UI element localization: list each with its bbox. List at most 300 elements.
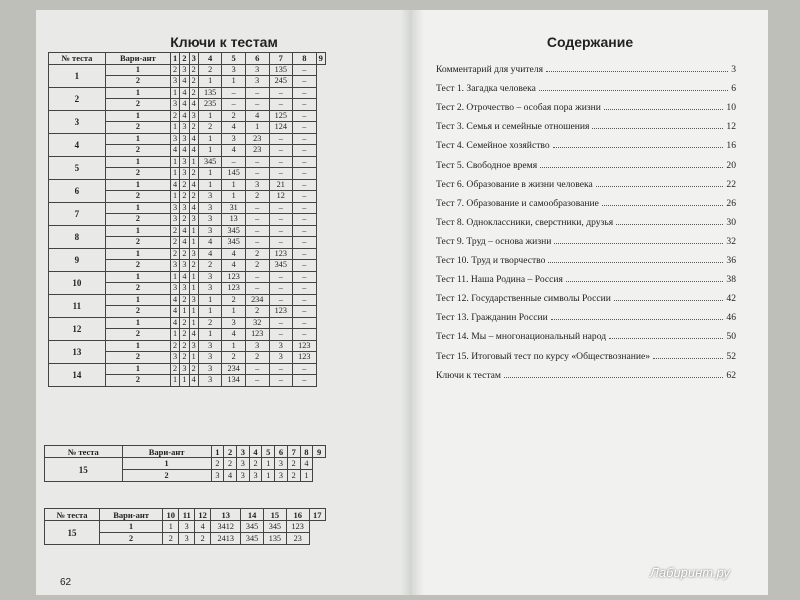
header-cell: 4 xyxy=(249,446,262,458)
answer-cell: – xyxy=(269,363,293,375)
toc-entry-title: Тест 14. Мы – многонациональный народ xyxy=(436,331,607,343)
answer-cell: 2 xyxy=(170,64,179,76)
answer-cell: 2 xyxy=(170,248,179,260)
answer-cell: – xyxy=(269,271,293,283)
answer-cell: 123 xyxy=(269,248,293,260)
answer-cell: 4 xyxy=(170,306,179,318)
variant-cell: 1 xyxy=(105,271,170,283)
toc-leader-dots xyxy=(566,281,723,282)
variant-cell: 2 xyxy=(105,122,170,134)
toc-leader-dots xyxy=(548,262,723,263)
header-cell: № теста xyxy=(45,446,123,458)
answer-cell: 2 xyxy=(180,294,189,306)
answer-cell: 4 xyxy=(189,99,198,111)
header-cell: 5 xyxy=(222,53,246,65)
answer-cell: 4 xyxy=(170,145,179,157)
answer-cell: 145 xyxy=(222,168,246,180)
answer-cell: – xyxy=(293,375,317,387)
answer-cell: 3 xyxy=(275,470,288,482)
answer-cell: – xyxy=(269,168,293,180)
variant-cell: 1 xyxy=(105,110,170,122)
variant-cell: 1 xyxy=(105,202,170,214)
answer-cell: 3 xyxy=(180,202,189,214)
header-cell: 1 xyxy=(211,446,224,458)
answer-cell: 2 xyxy=(245,306,269,318)
answer-cell: 1 xyxy=(222,76,246,88)
answer-cell: 4 xyxy=(180,271,189,283)
answer-cell: 4 xyxy=(189,145,198,157)
answer-cell: 3 xyxy=(170,202,179,214)
test-number-cell: 13 xyxy=(49,340,106,363)
toc-entry xyxy=(436,113,736,132)
test-number-cell: 1 xyxy=(49,64,106,87)
answer-cell: 3 xyxy=(198,363,222,375)
answer-cell: 1 xyxy=(189,352,198,364)
header-cell: 1 xyxy=(170,53,179,65)
answer-cell: 1 xyxy=(170,168,179,180)
variant-cell: 2 xyxy=(105,329,170,341)
test-number-cell: 4 xyxy=(49,133,106,156)
answer-cell: 2 xyxy=(245,352,269,364)
answer-cell: 1 xyxy=(222,306,246,318)
answer-cell: 1 xyxy=(180,375,189,387)
answer-cell: 4 xyxy=(189,375,198,387)
answer-cell: 1 xyxy=(262,458,275,470)
answer-cell: 13 xyxy=(222,214,246,226)
header-cell: 5 xyxy=(262,446,275,458)
table-header-row xyxy=(49,53,326,65)
answer-cell: 2 xyxy=(180,329,189,341)
answer-cell: – xyxy=(269,329,293,341)
answer-cell: 3 xyxy=(180,64,189,76)
answer-cell: – xyxy=(293,225,317,237)
toc-entry-title: Тест 11. Наша Родина – Россия xyxy=(436,274,563,286)
answer-cell: – xyxy=(269,317,293,329)
answer-cell: – xyxy=(293,363,317,375)
answer-cell: – xyxy=(245,99,269,111)
answer-cell: 2 xyxy=(189,87,198,99)
toc-leader-dots xyxy=(653,358,723,359)
answer-cell: 3 xyxy=(245,340,269,352)
answer-cell: 4 xyxy=(222,248,246,260)
toc-entry-page: 22 xyxy=(726,178,736,190)
answer-key-table-test15-part1 xyxy=(44,445,326,482)
answer-cell: 3 xyxy=(179,533,195,545)
header-cell: 12 xyxy=(194,509,210,521)
answer-cell: – xyxy=(222,87,246,99)
table-row xyxy=(49,110,326,122)
table-row xyxy=(49,156,326,168)
answer-cell: – xyxy=(293,306,317,318)
answer-cell: 4 xyxy=(180,110,189,122)
toc-entry xyxy=(436,190,736,209)
contents-title: Содержание xyxy=(546,34,634,50)
answer-cell: 345 xyxy=(198,156,222,168)
answer-cell: 3 xyxy=(189,110,198,122)
answer-cell: 1 xyxy=(198,168,222,180)
toc-entry-page: 30 xyxy=(726,216,736,228)
answer-cell: – xyxy=(269,99,293,111)
answer-cell: 3 xyxy=(180,283,189,295)
toc-entry xyxy=(436,285,736,304)
answer-cell: 3 xyxy=(198,271,222,283)
variant-cell: 2 xyxy=(105,168,170,180)
answer-cell: 2 xyxy=(180,191,189,203)
toc-entry-page: 50 xyxy=(726,331,736,343)
answer-cell: 4 xyxy=(180,237,189,249)
page-number: 62 xyxy=(60,577,72,588)
answer-cell: 3 xyxy=(179,521,195,533)
answer-cell: 2 xyxy=(170,225,179,237)
answer-cell: 345 xyxy=(241,521,264,533)
answer-cell: 2 xyxy=(170,340,179,352)
toc-leader-dots xyxy=(592,128,723,129)
answer-cell: 234 xyxy=(245,294,269,306)
toc-entry-title: Тест 13. Гражданин России xyxy=(436,312,548,324)
answer-cell: 1 xyxy=(198,329,222,341)
header-cell: 2 xyxy=(180,53,189,65)
variant-cell: 2 xyxy=(105,145,170,157)
answer-cell: 3 xyxy=(170,76,179,88)
answer-cell: 3 xyxy=(236,470,249,482)
toc-leader-dots xyxy=(539,90,728,91)
answer-cell: – xyxy=(293,156,317,168)
answer-cell: 2 xyxy=(189,363,198,375)
answer-cell: 3 xyxy=(269,340,293,352)
answer-cell: 2 xyxy=(163,533,179,545)
variant-cell: 1 xyxy=(105,248,170,260)
toc-entry-page: 62 xyxy=(726,369,736,381)
answer-cell: 3 xyxy=(189,294,198,306)
header-cell: 3 xyxy=(236,446,249,458)
toc-entry-page: 32 xyxy=(726,235,736,247)
answer-cell: 125 xyxy=(269,110,293,122)
toc-entry-page: 42 xyxy=(726,293,736,305)
toc-entry-page: 26 xyxy=(726,197,736,209)
variant-cell: 1 xyxy=(100,521,163,533)
toc-entry xyxy=(436,94,736,113)
table-row xyxy=(49,225,326,237)
variant-cell: 1 xyxy=(105,340,170,352)
answer-cell: – xyxy=(222,156,246,168)
answer-cell: 4 xyxy=(300,458,313,470)
answer-cell: 3 xyxy=(180,260,189,272)
toc-entry-page: 6 xyxy=(731,83,736,95)
answer-cell: – xyxy=(293,145,317,157)
toc-entry-page: 10 xyxy=(726,102,736,114)
answer-cell: – xyxy=(269,214,293,226)
answer-cell: – xyxy=(245,237,269,249)
answer-cell: 4 xyxy=(224,470,237,482)
answer-cell: – xyxy=(269,225,293,237)
answer-cell: – xyxy=(245,363,269,375)
answer-cell: 23 xyxy=(245,133,269,145)
toc-entry xyxy=(436,342,736,361)
answer-cell: 123 xyxy=(286,521,309,533)
answer-cell: 2 xyxy=(180,214,189,226)
answer-cell: 3 xyxy=(189,248,198,260)
answer-cell: 1 xyxy=(170,156,179,168)
answer-cell: 4 xyxy=(170,179,179,191)
answer-cell: 2 xyxy=(245,260,269,272)
toc-entry-title: Тест 6. Образование в жизни человека xyxy=(436,178,593,190)
answer-cell: 2 xyxy=(180,179,189,191)
answer-cell: 1 xyxy=(163,521,179,533)
answer-cell: – xyxy=(293,248,317,260)
answer-cell: 1 xyxy=(180,306,189,318)
answer-cell: – xyxy=(269,133,293,145)
answer-cell: – xyxy=(293,260,317,272)
toc-entry-title: Тест 7. Образование и самообразование xyxy=(436,197,599,209)
answer-cell: 2 xyxy=(189,191,198,203)
answer-cell: 1 xyxy=(262,470,275,482)
variant-cell: 2 xyxy=(105,375,170,387)
toc-entry xyxy=(436,247,736,266)
answer-cell: 1 xyxy=(170,87,179,99)
answer-cell: 4 xyxy=(180,99,189,111)
answer-cell: 2 xyxy=(222,352,246,364)
answer-cell: 4 xyxy=(170,294,179,306)
answer-cell: 2 xyxy=(180,352,189,364)
toc-entry-page: 12 xyxy=(726,121,736,133)
answer-cell: 3 xyxy=(245,179,269,191)
answer-cell: 4 xyxy=(189,179,198,191)
answer-cell: 345 xyxy=(263,521,286,533)
answer-cell: 4 xyxy=(198,237,222,249)
toc-entry-page: 38 xyxy=(726,274,736,286)
answer-cell: 124 xyxy=(269,122,293,134)
answer-cell: 3 xyxy=(180,168,189,180)
variant-cell: 1 xyxy=(105,294,170,306)
answer-cell: 3 xyxy=(198,375,222,387)
answer-cell: 2 xyxy=(211,458,224,470)
table-row xyxy=(45,458,326,470)
answer-cell: 32 xyxy=(245,317,269,329)
answer-cell: – xyxy=(293,99,317,111)
answer-cell: 2 xyxy=(189,76,198,88)
answer-cell: 2 xyxy=(189,64,198,76)
toc-entry-title: Тест 9. Труд – основа жизни xyxy=(436,235,552,247)
answer-cell: 2 xyxy=(245,191,269,203)
answer-cell: 2 xyxy=(198,317,222,329)
answer-cell: – xyxy=(293,122,317,134)
answer-cell: – xyxy=(293,317,317,329)
answer-cell: 31 xyxy=(222,202,246,214)
test-number-cell: 3 xyxy=(49,110,106,133)
answer-cell: 3 xyxy=(198,214,222,226)
answer-cell: 2 xyxy=(287,470,300,482)
answer-cell: – xyxy=(293,294,317,306)
answer-cell: – xyxy=(293,329,317,341)
answer-cell: 3 xyxy=(189,214,198,226)
table-row xyxy=(45,521,326,533)
answer-cell: 2 xyxy=(194,533,210,545)
answer-cell: 1 xyxy=(170,271,179,283)
answer-cell: 1 xyxy=(222,340,246,352)
answer-cell: – xyxy=(269,145,293,157)
answer-cell: 3 xyxy=(222,317,246,329)
toc-entry-title: Тест 2. Отрочество – особая пора жизни xyxy=(436,102,601,114)
answer-cell: 3 xyxy=(211,470,224,482)
answer-cell: 3 xyxy=(180,363,189,375)
answer-cell: 1 xyxy=(189,317,198,329)
answer-key-table-main xyxy=(48,52,326,387)
answer-cell: 1 xyxy=(170,375,179,387)
toc-entry xyxy=(436,132,736,151)
answer-cell: 134 xyxy=(222,375,246,387)
answer-cell: 123 xyxy=(222,283,246,295)
toc-entry xyxy=(436,266,736,285)
answer-cell: – xyxy=(222,99,246,111)
answer-cell: 23 xyxy=(245,145,269,157)
toc-leader-dots xyxy=(609,338,723,339)
answer-cell: – xyxy=(245,202,269,214)
test-number-cell: 14 xyxy=(49,363,106,386)
answer-cell: – xyxy=(245,375,269,387)
header-cell: 15 xyxy=(263,509,286,521)
answer-cell: – xyxy=(293,179,317,191)
toc-entry xyxy=(436,209,736,228)
header-cell: 7 xyxy=(269,53,293,65)
answer-cell: 4 xyxy=(222,329,246,341)
answer-cell: 4 xyxy=(222,260,246,272)
test-number-cell: 11 xyxy=(49,294,106,317)
variant-cell: 1 xyxy=(122,458,211,470)
table-row xyxy=(49,202,326,214)
variant-cell: 2 xyxy=(105,191,170,203)
header-cell: 6 xyxy=(275,446,288,458)
header-cell: 4 xyxy=(198,53,222,65)
header-cell: Вари-ант xyxy=(100,509,163,521)
test-number-cell: 15 xyxy=(45,458,123,482)
variant-cell: 2 xyxy=(105,214,170,226)
answer-cell: – xyxy=(293,237,317,249)
toc-entry xyxy=(436,304,736,323)
answer-cell: 1 xyxy=(189,237,198,249)
table-row xyxy=(49,271,326,283)
answer-cell: – xyxy=(293,133,317,145)
answer-cell: 3 xyxy=(198,283,222,295)
table-row xyxy=(49,179,326,191)
answer-cell: 2 xyxy=(170,237,179,249)
answer-cell: 1 xyxy=(189,156,198,168)
variant-cell: 2 xyxy=(105,76,170,88)
answer-cell: 1 xyxy=(198,306,222,318)
variant-cell: 1 xyxy=(105,363,170,375)
answer-cell: 1 xyxy=(198,133,222,145)
answer-cell: – xyxy=(293,283,317,295)
answer-cell: 3 xyxy=(249,470,262,482)
toc-entry-title: Тест 1. Загадка человека xyxy=(436,83,536,95)
answer-cell: 3 xyxy=(198,352,222,364)
answer-cell: – xyxy=(293,64,317,76)
answer-cell: 4 xyxy=(180,76,189,88)
variant-cell: 2 xyxy=(105,306,170,318)
answer-cell: 2 xyxy=(189,122,198,134)
answer-cell: – xyxy=(269,375,293,387)
variant-cell: 2 xyxy=(105,260,170,272)
answer-cell: 3 xyxy=(269,352,293,364)
toc-entry xyxy=(436,151,736,170)
header-cell: № теста xyxy=(49,53,106,65)
toc-entry-page: 3 xyxy=(731,64,736,76)
variant-cell: 1 xyxy=(105,225,170,237)
table-of-contents xyxy=(436,56,736,381)
header-cell: 9 xyxy=(316,53,325,65)
toc-entry xyxy=(436,228,736,247)
answer-cell: 3 xyxy=(170,260,179,272)
answer-cell: – xyxy=(293,202,317,214)
toc-entry-page: 16 xyxy=(726,140,736,152)
toc-entry-page: 36 xyxy=(726,255,736,267)
header-cell: 14 xyxy=(241,509,264,521)
table-row xyxy=(49,133,326,145)
toc-entry xyxy=(436,323,736,342)
answer-cell: 245 xyxy=(269,76,293,88)
toc-entry-page: 46 xyxy=(726,312,736,324)
answer-cell: 4 xyxy=(180,225,189,237)
table-header-row xyxy=(45,446,326,458)
toc-entry-title: Тест 5. Свободное время xyxy=(436,159,538,171)
answer-cell: 1 xyxy=(198,76,222,88)
answer-cell: 2 xyxy=(249,458,262,470)
toc-leader-dots xyxy=(553,147,724,148)
answer-cell: – xyxy=(245,156,269,168)
answer-cell: 135 xyxy=(269,64,293,76)
header-cell: Вари-ант xyxy=(122,446,211,458)
answer-cell: 3 xyxy=(180,133,189,145)
right-page xyxy=(412,10,768,595)
answer-cell: 1 xyxy=(189,225,198,237)
answer-cell: 2 xyxy=(245,248,269,260)
answer-cell: – xyxy=(293,76,317,88)
variant-cell: 1 xyxy=(105,317,170,329)
header-cell: 8 xyxy=(293,53,317,65)
test-number-cell: 15 xyxy=(45,521,100,545)
answer-cell: 3 xyxy=(222,64,246,76)
toc-entry xyxy=(436,56,736,75)
answer-cell: 2 xyxy=(180,248,189,260)
variant-cell: 2 xyxy=(105,352,170,364)
watermark: Лабиринт.ру xyxy=(650,565,730,580)
answer-cell: 345 xyxy=(269,260,293,272)
answer-cell: 4 xyxy=(170,317,179,329)
answer-cell: 2 xyxy=(180,340,189,352)
answer-cell: 12 xyxy=(269,191,293,203)
answer-cell: 1 xyxy=(170,329,179,341)
answer-cell: 2 xyxy=(224,458,237,470)
toc-leader-dots xyxy=(554,243,723,244)
answer-cell: 23 xyxy=(286,533,309,545)
answer-cell: 3 xyxy=(189,340,198,352)
toc-entry-title: Тест 3. Семья и семейные отношения xyxy=(436,121,590,133)
answer-cell: 1 xyxy=(198,294,222,306)
answer-cell: 3 xyxy=(245,76,269,88)
header-cell: 7 xyxy=(287,446,300,458)
variant-cell: 1 xyxy=(105,156,170,168)
test-number-cell: 5 xyxy=(49,156,106,179)
answer-cell: – xyxy=(293,110,317,122)
answer-cell: 2 xyxy=(180,317,189,329)
answer-cell: – xyxy=(269,87,293,99)
answer-cell: 2 xyxy=(198,260,222,272)
answer-cell: 1 xyxy=(189,283,198,295)
answer-cell: 345 xyxy=(241,533,264,545)
toc-entry xyxy=(436,75,736,94)
variant-cell: 1 xyxy=(105,133,170,145)
answer-cell: 4 xyxy=(245,110,269,122)
answer-cell: – xyxy=(293,214,317,226)
